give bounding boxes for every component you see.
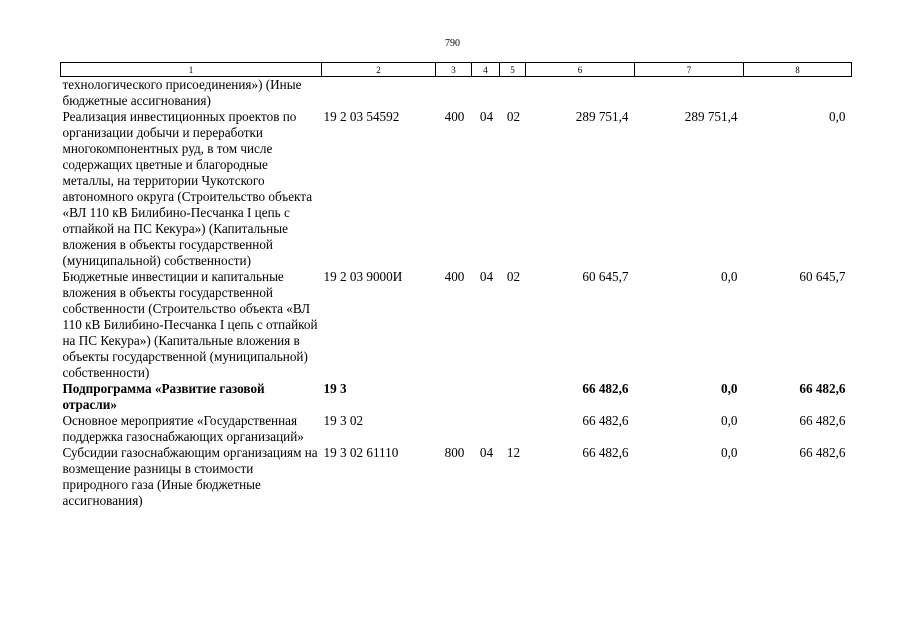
- row-code: 19 2 03 54592: [323, 109, 400, 124]
- header-col-4: 4: [472, 63, 500, 77]
- row-vr: [436, 381, 472, 413]
- row-col7: 0,0: [721, 413, 738, 428]
- table-row: [61, 445, 852, 509]
- table-row: [61, 109, 852, 269]
- table-row: [61, 413, 852, 445]
- row-rz: 04: [479, 109, 494, 124]
- row-pr: [500, 413, 526, 445]
- row-code: 19 2 03 9000И: [323, 269, 403, 284]
- row-vr: 800: [444, 445, 465, 460]
- row-rz: 04: [479, 445, 494, 460]
- table-row: [61, 269, 852, 381]
- row-name: Реализация инвестиционных проектов по организации добычи и переработки многокомпонентных руд, в том числе содержащих цветные и благородные металлы, на территории Чукотского автономного округа (Строительство объекта «ВЛ 110 кВ Билибино-Песчанка I цепь с отпайкой на ПС Кекура») (Капитальные вложения в объекты государственной (муниципальной) собственности): [62, 109, 313, 268]
- row-col7: [635, 77, 744, 110]
- row-col7: 0,0: [721, 269, 738, 284]
- table-header-row: [61, 63, 852, 77]
- row-col6: 66 482,6: [582, 445, 629, 460]
- row-rz: [472, 413, 500, 445]
- table-row: [61, 77, 852, 110]
- budget-table: [60, 62, 852, 509]
- table-row-subprogram: [61, 381, 852, 413]
- page-number: 790: [445, 38, 460, 49]
- row-code: 19 3: [323, 381, 347, 396]
- row-code: [322, 77, 436, 110]
- row-pr: [500, 381, 526, 413]
- header-col-1: 1: [61, 63, 322, 77]
- row-name: Субсидии газоснабжающим организациям на возмещение разницы в стоимости природного газа (Иные бюджетные ассигнования): [62, 445, 318, 508]
- row-name: Бюджетные инвестиции и капитальные вложения в объекты государственной собственности (Строительство объекта «ВЛ 110 кВ Билибино-Песчанка I цепь с отпайкой на ПС Кекура») (Капитальные вложения в объекты государственной (муниципальной) собственности): [62, 269, 318, 380]
- row-code: 19 3 02 61110: [323, 445, 399, 460]
- row-vr: 400: [444, 269, 465, 284]
- row-col6: 289 751,4: [575, 109, 629, 124]
- header-col-2: 2: [322, 63, 436, 77]
- row-col6: 60 645,7: [582, 269, 629, 284]
- row-col8: 0,0: [829, 109, 846, 124]
- row-col6: 66 482,6: [582, 413, 629, 428]
- row-pr: 12: [506, 445, 521, 460]
- row-name: Основное мероприятие «Государственная поддержка газоснабжающих организаций»: [62, 413, 304, 444]
- row-vr: [436, 77, 472, 110]
- row-rz: 04: [479, 269, 494, 284]
- row-pr: 02: [506, 109, 521, 124]
- row-col8: 66 482,6: [799, 381, 846, 396]
- row-col7: 289 751,4: [684, 109, 738, 124]
- row-col6: 66 482,6: [582, 381, 629, 396]
- row-vr: 400: [444, 109, 465, 124]
- header-col-6: 6: [526, 63, 635, 77]
- header-col-3: 3: [436, 63, 472, 77]
- row-code: 19 3 02: [323, 413, 364, 428]
- row-col7: 0,0: [721, 381, 738, 396]
- row-col6: [526, 77, 635, 110]
- row-col7: 0,0: [721, 445, 738, 460]
- row-name: технологического присоединения») (Иные бюджетные ассигнования): [62, 77, 302, 108]
- row-pr: 02: [506, 269, 521, 284]
- header-col-7: 7: [635, 63, 744, 77]
- row-rz: [472, 77, 500, 110]
- header-col-8: 8: [744, 63, 852, 77]
- row-rz: [472, 381, 500, 413]
- row-pr: [500, 77, 526, 110]
- row-col8: 66 482,6: [799, 413, 846, 428]
- header-col-5: 5: [500, 63, 526, 77]
- row-col8: 60 645,7: [799, 269, 846, 284]
- row-vr: [436, 413, 472, 445]
- row-col8: 66 482,6: [799, 445, 846, 460]
- row-name: Подпрограмма «Развитие газовой отрасли»: [62, 381, 265, 412]
- row-col8: [744, 77, 852, 110]
